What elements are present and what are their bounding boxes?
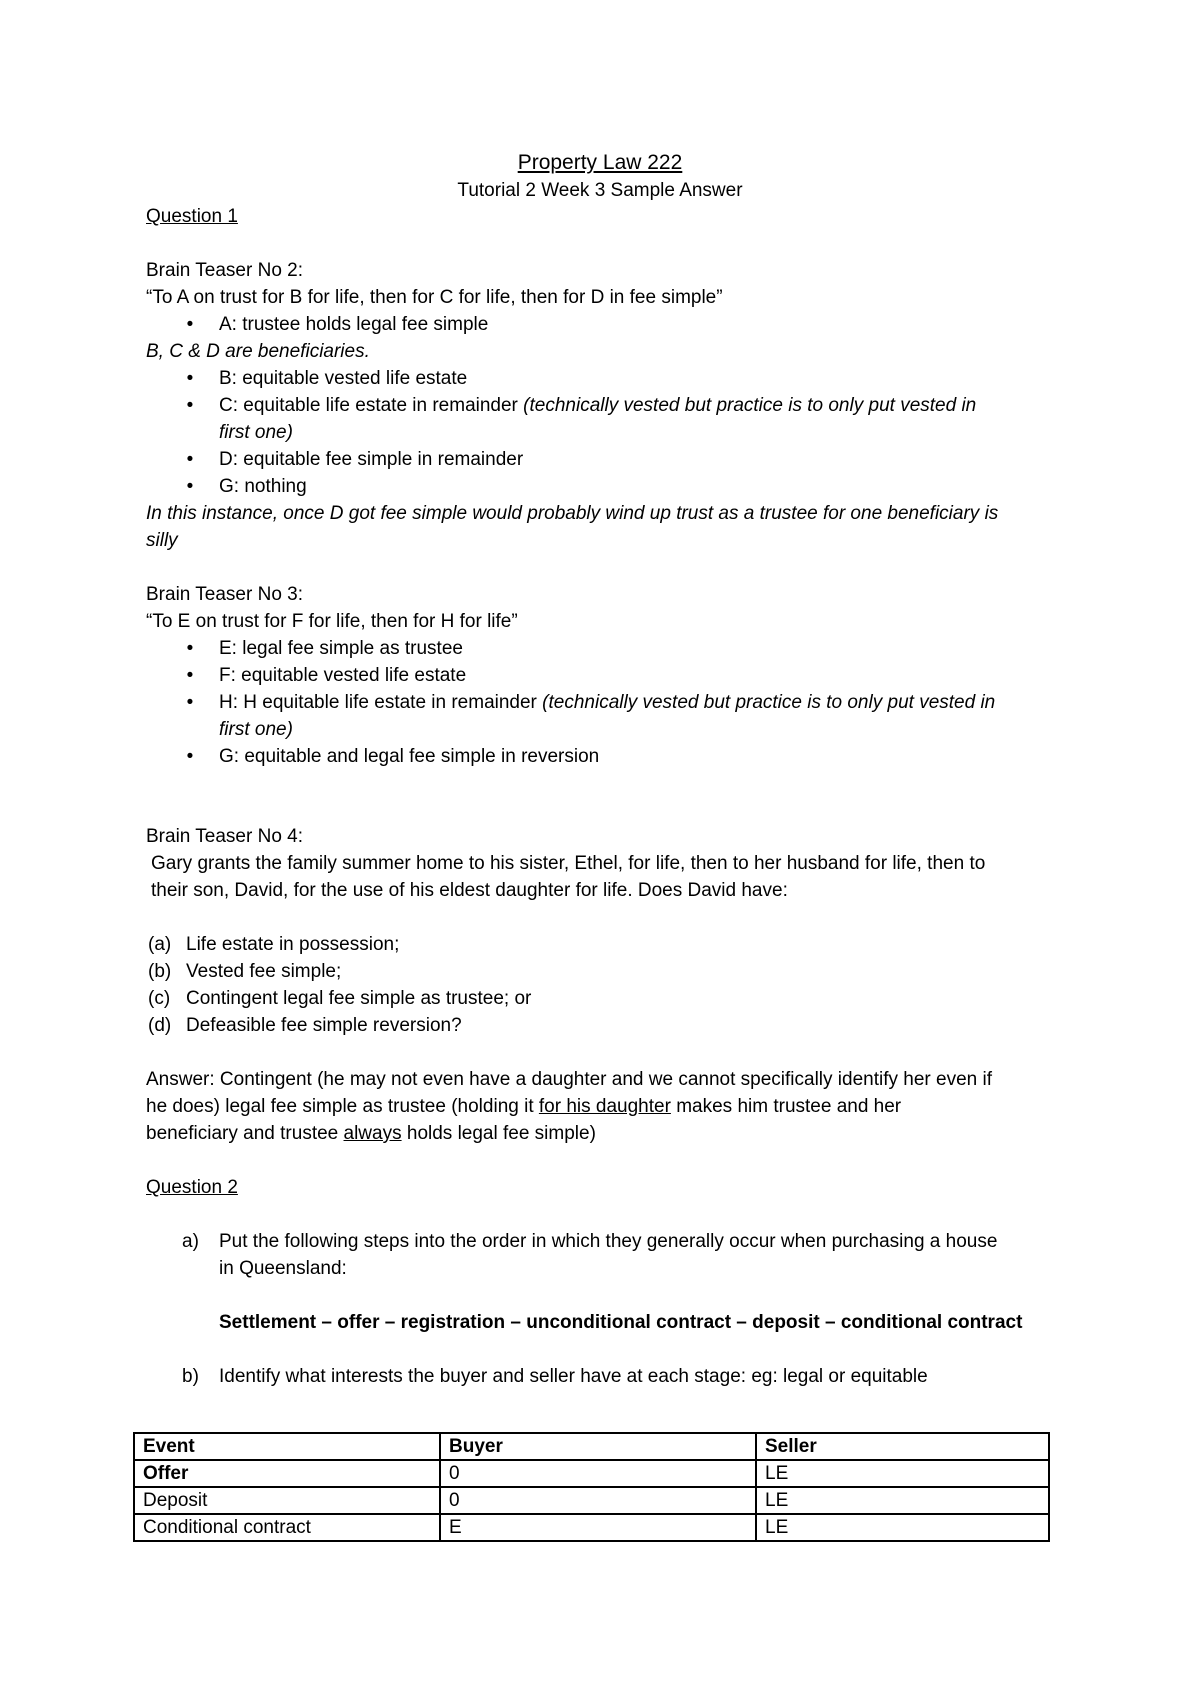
bullet-text: B: equitable vested life estate [219,368,468,389]
table-cell: LE [756,1460,1049,1487]
brain-teaser-4-heading: Brain Teaser No 4: [146,826,304,847]
answer-underlined-text: always [343,1123,402,1144]
bullet-note-text: (technically vested but practice is to only put vested in [523,395,977,416]
bullet-text: G: nothing [219,476,307,497]
table-header-cell: Buyer [440,1433,756,1460]
table-row [134,1487,1049,1514]
bullet-text: A: trustee holds legal fee simple [219,314,489,335]
bullet: • [186,638,194,659]
bullet-text [219,689,995,716]
beneficiaries-note: B, C & D are beneficiaries. [146,341,370,362]
bullet-main-text: H: H equitable life estate in remainder [219,692,543,713]
steps-list: Settlement – offer – registration – unconditional contract – deposit – conditional contract [219,1312,1023,1333]
part-a-text: Put the following steps into the order in which they generally occur when purchasing a house [219,1231,998,1252]
table-cell: LE [756,1487,1049,1514]
option-text: Life estate in possession; [186,934,400,955]
bullet-text: D: equitable fee simple in remainder [219,449,524,470]
option-text: Vested fee simple; [186,961,342,982]
table-cell: 0 [440,1460,756,1487]
table-header-row [134,1433,1049,1460]
bullet-text: G: equitable and legal fee simple in reversion [219,746,600,767]
answer-text-part: makes him trustee and her [670,1096,902,1117]
answer-text-continuation [146,1120,596,1147]
table-cell: 0 [440,1487,756,1514]
bullet-text: F: equitable vested life estate [219,665,467,686]
bullet: • [186,395,194,416]
table-header-cell: Event [134,1433,440,1460]
brain-teaser-4-text-continuation: their son, David, for the use of his eldest daughter for life. Does David have: [151,880,788,901]
answer-text-part: holds legal fee simple) [401,1123,596,1144]
answer-text-continuation [146,1093,901,1120]
option-label: (b) [148,961,172,982]
italic-note-continuation: silly [146,530,178,551]
bullet-main-text: C: equitable life estate in remainder [219,395,524,416]
option-text: Defeasible fee simple reversion? [186,1015,462,1036]
question-2-heading: Question 2 [146,1177,238,1198]
bullet: • [186,476,194,497]
brain-teaser-3-quote: “To E on trust for F for life, then for H for life” [146,611,518,632]
bullet-text: E: legal fee simple as trustee [219,638,463,659]
bullet: • [186,665,194,686]
interests-table [133,1432,1050,1542]
page-title: Property Law 222 [517,151,683,174]
brain-teaser-3-heading: Brain Teaser No 3: [146,584,304,605]
bullet: • [186,746,194,767]
answer-text: Answer: Contingent (he may not even have a daughter and we cannot specifically identify her even if [146,1069,993,1090]
answer-text-part: beneficiary and trustee [146,1123,344,1144]
italic-note: In this instance, once D got fee simple would probably wind up trust as a trustee for one beneficiary is [146,503,999,524]
bullet-text [219,392,976,419]
table-row [134,1514,1049,1541]
option-label: (a) [148,934,172,955]
bullet: • [186,368,194,389]
table-cell: Deposit [134,1487,440,1514]
bullet: • [186,314,194,335]
brain-teaser-2-quote: “To A on trust for B for life, then for C for life, then for D in fee simple” [146,287,723,308]
bullet-note-continuation: first one) [219,422,293,443]
bullet: • [186,449,194,470]
page-subtitle: Tutorial 2 Week 3 Sample Answer [457,180,743,201]
brain-teaser-4-text: Gary grants the family summer home to his sister, Ethel, for life, then to her husband for life, then to [151,853,986,874]
bullet: • [186,692,194,713]
answer-text-part: he does) legal fee simple as trustee (holding it [146,1096,539,1117]
part-label: b) [182,1366,199,1387]
question-1-heading: Question 1 [146,206,238,227]
part-a-text-continuation: in Queensland: [219,1258,347,1279]
table-cell: LE [756,1514,1049,1541]
part-b-text: Identify what interests the buyer and seller have at each stage: eg: legal or equitable [219,1366,928,1387]
option-label: (c) [148,988,171,1009]
option-label: (d) [148,1015,172,1036]
table-cell: E [440,1514,756,1541]
option-text: Contingent legal fee simple as trustee; or [186,988,532,1009]
brain-teaser-2-heading: Brain Teaser No 2: [146,260,304,281]
table-header-cell: Seller [756,1433,1049,1460]
bullet-note-continuation: first one) [219,719,293,740]
table-cell: Conditional contract [134,1514,440,1541]
table-cell: Offer [134,1460,440,1487]
part-label: a) [182,1231,199,1252]
table-row [134,1460,1049,1487]
bullet-note-text: (technically vested but practice is to only put vested in [542,692,996,713]
answer-underlined-text: for his daughter [538,1096,671,1117]
